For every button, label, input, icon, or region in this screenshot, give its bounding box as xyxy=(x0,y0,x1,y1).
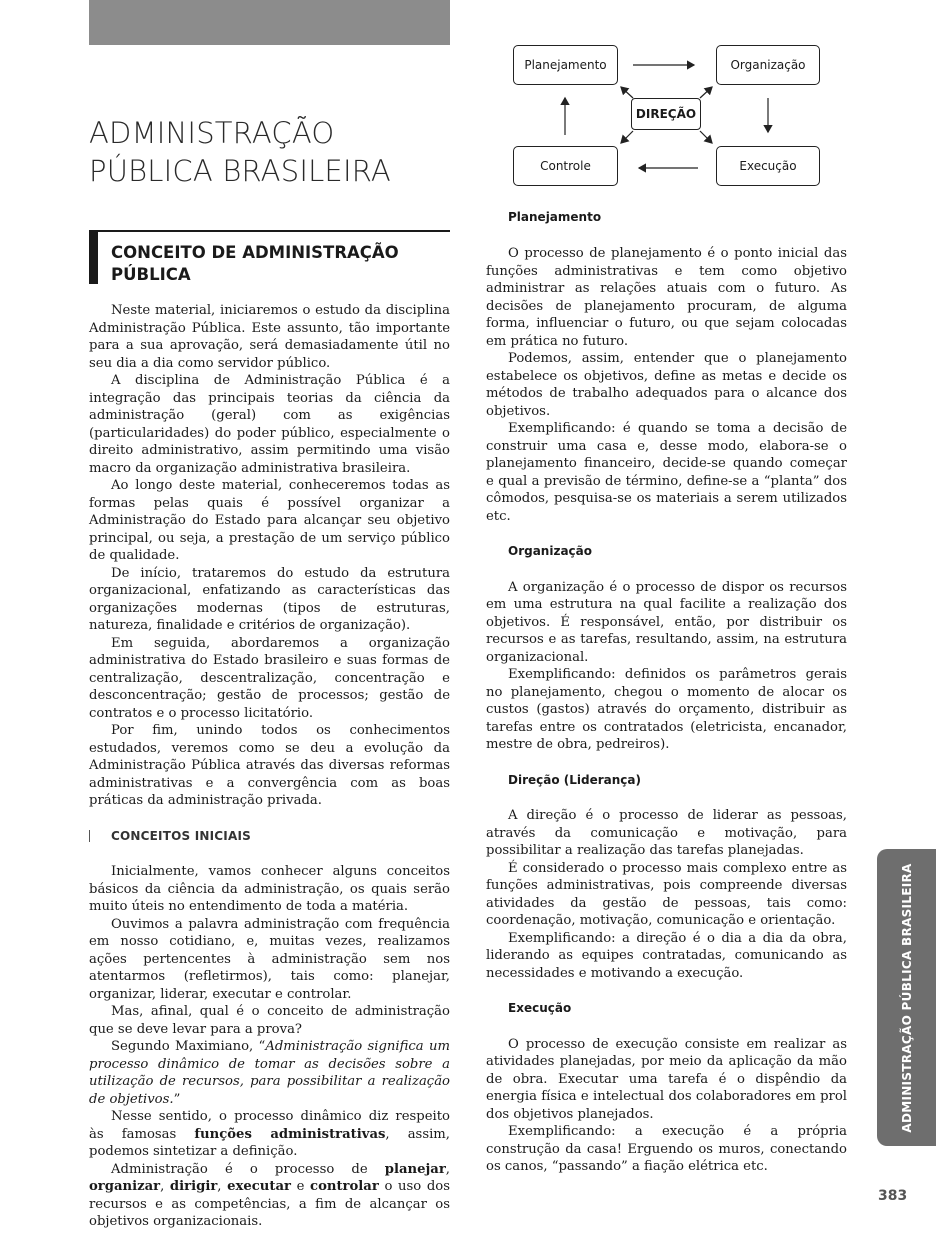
paragraph: A direção é o processo de liderar as pessoas, através da comunicação e motivação, para possibilitar a realização das tarefas planejadas. xyxy=(486,808,847,858)
quote-close: ” xyxy=(173,1091,181,1107)
separator: , xyxy=(217,1179,228,1194)
bold-planejar: planejar xyxy=(384,1161,446,1177)
arrow-dir-to-exec xyxy=(700,131,712,143)
subheading-conceitos-iniciais: CONCEITOS INICIAIS xyxy=(89,828,450,846)
paragraph: De início, trataremos do estudo da estrutura organizacional, enfatizando as características das organizações modernas (tipos de estruturas, natureza, finalidade e critérios de organização). xyxy=(89,565,450,633)
paragraph: Exemplificando: a execução é a própria construção da casa! Erguendo os muros, conectando os canos, “passando” a fiação elétrica etc. xyxy=(486,1124,847,1174)
paragraph: Ao longo deste material, conheceremos todas as formas pelas quais é possível organizar a Administração do Estado para alcançar seu objetivo principal, ou seja, a prestação de um serviço público de qualidade. xyxy=(89,478,450,563)
functions-diagram xyxy=(505,40,835,195)
text-run: o uso dos recursos e as competências, a fim de alcançar os objetivos organizacionais. xyxy=(89,1179,450,1229)
paragraph: Inicialmente, vamos conhecer alguns conceitos básicos da ciência da administração, os quais serão muito úteis no entendimento de toda a matéria. xyxy=(89,864,450,914)
side-tab xyxy=(877,849,936,1146)
bold-dirigir: dirigir xyxy=(169,1179,218,1194)
section-heading-line-2: PÚBLICA xyxy=(111,265,191,284)
heading-planejamento: Planejamento xyxy=(508,210,602,224)
side-tab-label: ADMINISTRAÇÃO PÚBLICA BRASILEIRA xyxy=(899,862,914,1133)
arrow-dir-to-plan xyxy=(621,87,633,98)
paragraph: A organização é o processo de dispor os recursos em uma estrutura na qual facilite a realização dos objetivos. É responsável, então, por distribuir os recursos e as tarefas, resultando, assim, na estrutura organizacional. xyxy=(486,579,847,665)
paragraph: Exemplificando: é quando se toma a decisão de construir uma casa e, desse modo, elabora-se o planejamento financeiro, decide-se quando começar e qual a previsão de término, define-se a “planta” dos cômodos, pesquisa-se os materiais a serem utilizados etc. xyxy=(486,421,847,524)
paragraph: Exemplificando: a direção é o dia a dia da obra, liderando as equipes contratadas, comunicando as necessidades e motivando a execução. xyxy=(486,930,847,981)
maximiano-quote: Administração significa um processo dinâmico de tomar as decisões sobre a utilização de recursos, para possibilitar a realização de objetivos. xyxy=(89,1039,450,1107)
paragraph: Podemos, assim, entender que o planejamento estabelece os objetivos, define as metas e decide os métodos de trabalho adequados para o alcance dos objetivos. xyxy=(486,351,847,419)
paragraph: Por fim, unindo todos os conhecimentos estudados, veremos como se deu a evolução da Administração Pública através das diversas reformas administrativas e a convergência com as boas práticas da administração privada. xyxy=(89,723,450,808)
section-heading-bar xyxy=(89,232,98,284)
box-organizacao: Organização xyxy=(716,45,820,85)
section-heading-text xyxy=(111,242,441,286)
bold-organizar: organizar xyxy=(89,1179,161,1194)
page-title xyxy=(89,114,449,190)
page-title-line-2: PÚBLICA BRASILEIRA xyxy=(89,154,391,188)
right-column xyxy=(486,245,847,1176)
arrow-dir-to-org xyxy=(700,87,712,98)
paragraph: O processo de planejamento é o ponto inicial das funções administrativas e tem como objetivo administrar as relações atuais com o futuro. As decisões de planejamento procuram, de alguma forma, influenciar o futuro, ou que sejam colocadas em prática no futuro. xyxy=(486,246,847,349)
paragraph: A disciplina de Administração Pública é a integração das principais teorias da ciência da administração (geral) com as exigências (particularidades) do poder público, especialmente o direito administrativo, assim permitindo uma visão macro da organização administrativa brasileira. xyxy=(89,373,450,476)
paragraph-quote xyxy=(89,1038,450,1108)
paragraph: Mas, afinal, qual é o conceito de administração que se deve levar para a prova? xyxy=(89,1004,450,1037)
section-heading-line-1: CONCEITO DE ADMINISTRAÇÃO xyxy=(111,243,399,262)
paragraph: É considerado o processo mais complexo entre as funções administrativas, pois compreende diversas atividades da gestão de pessoas, tais como: coordenação, motivação, comunicação e orientação. xyxy=(486,860,847,928)
bold-executar: executar xyxy=(227,1179,291,1194)
separator: , xyxy=(160,1179,170,1194)
box-execucao: Execução xyxy=(716,146,820,186)
paragraph-definition xyxy=(89,1161,450,1231)
paragraph: Neste material, iniciaremos o estudo da disciplina Administração Pública. Este assunto, tão importante para a sua aprovação, será demasiadamente útil no seu dia a dia como servidor público. xyxy=(89,303,450,371)
bold-controlar: controlar xyxy=(310,1179,379,1194)
paragraph: Ouvimos a palavra administração com frequência em nosso cotidiano, e, muitas vezes, realizamos ações pertencentes à administração sem nos atentarmos (refletirmos), tais como: planejar, organizar, liderar, executar e controlar. xyxy=(89,916,450,1002)
box-controle: Controle xyxy=(513,146,618,186)
box-direcao: DIREÇÃO xyxy=(631,98,701,130)
bold-funcoes: funções administrativas xyxy=(194,1126,386,1142)
page-title-line-1: ADMINISTRAÇÃO xyxy=(89,116,335,150)
separator: , xyxy=(445,1161,450,1177)
section-heading xyxy=(89,230,450,284)
paragraph: O processo de execução consiste em realizar as atividades planejadas, por meio da aplicação da mão de obra. Executar uma tarefa é o dispêndio da energia física e intelectual dos colaboradores em prol dos objetivos planejados. xyxy=(486,1036,847,1122)
arrow-dir-to-ctrl xyxy=(621,131,633,143)
page-number: 383 xyxy=(878,1188,908,1204)
quote-intro: Segundo Maximiano, “ xyxy=(111,1039,266,1054)
heading-execucao: Execução xyxy=(508,1001,572,1015)
heading-direcao: Direção (Liderança) xyxy=(508,772,641,787)
separator: e xyxy=(290,1179,311,1194)
left-column xyxy=(89,302,450,1231)
box-planejamento: Planejamento xyxy=(513,45,618,85)
text-run: Nesse sentido, o processo dinâmico diz respeito às famosas xyxy=(89,1109,450,1142)
text-run: Administração é o processo de xyxy=(111,1161,385,1177)
paragraph: Em seguida, abordaremos a organização administrativa do Estado brasileiro e suas formas de centralização, descentralização, concentração e desconcentração; gestão de processos; gestão de contratos e o processo licitatório. xyxy=(89,635,450,721)
paragraph: Exemplificando: definidos os parâmetros gerais no planejamento, chegou o momento de alocar os custos (gastos) através do orçamento, distribuir as tarefas entre os contratados (eletricista, encanador, mestre de obra, pedreiros). xyxy=(486,667,847,752)
header-bar xyxy=(89,0,450,45)
heading-organizacao: Organização xyxy=(508,544,592,558)
paragraph xyxy=(89,1108,450,1161)
text-run: , assim, podemos sintetizar a definição. xyxy=(89,1126,451,1159)
